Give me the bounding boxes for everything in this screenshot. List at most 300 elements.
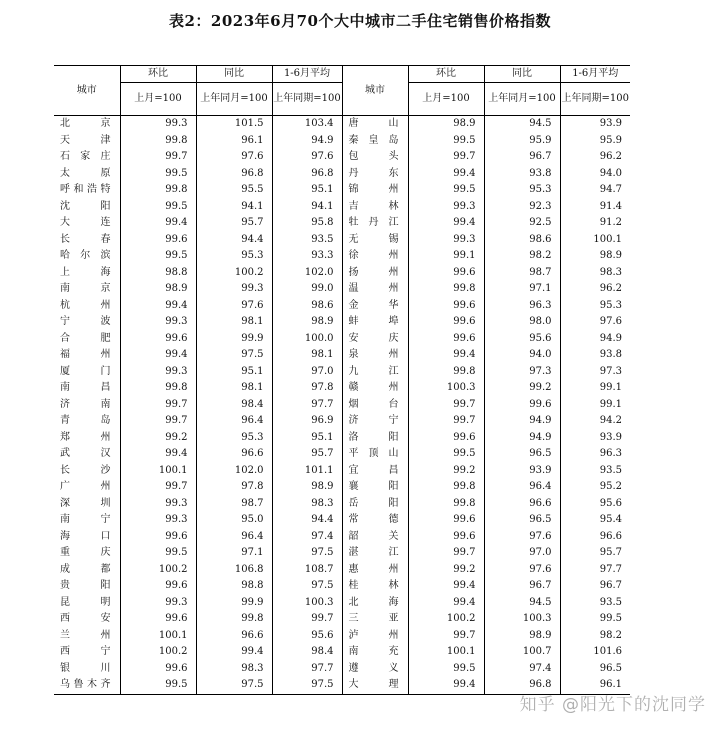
avg-cell-right: 94.7: [560, 182, 630, 199]
table-row: [54, 545, 630, 562]
city-cell-right: 三亚: [342, 611, 408, 628]
city-cell-left: 合肥: [60, 332, 111, 344]
mom-cell-left: 98.8: [120, 265, 196, 282]
mom-cell-left: 99.6: [120, 578, 196, 595]
city-cell-left: 深圳: [60, 497, 111, 509]
table-row: [54, 661, 630, 678]
yoy-cell-left: 98.8: [196, 578, 272, 595]
table-row: [54, 166, 630, 183]
mom-cell-right: 99.3: [408, 199, 484, 216]
avg-cell-right: 96.2: [560, 149, 630, 166]
mom-cell-right: 99.8: [408, 364, 484, 381]
mom-cell-left: 99.4: [120, 446, 196, 463]
city-cell-right: 岳阳: [342, 496, 408, 513]
mom-cell-left: 99.5: [120, 166, 196, 183]
avg-cell-right: 96.5: [560, 661, 630, 678]
yoy-cell-right: 94.5: [484, 116, 560, 133]
yoy-cell-right: 99.2: [484, 380, 560, 397]
table-row: [54, 397, 630, 414]
yoy-cell-right: 98.6: [484, 232, 560, 249]
city-cell-left: 银川: [60, 662, 111, 674]
table-row: [54, 512, 630, 529]
avg-cell-left: 98.3: [272, 496, 342, 513]
avg-cell-left: 93.3: [272, 248, 342, 265]
city-cell-left: 昆明: [60, 596, 111, 608]
avg-cell-right: 93.5: [560, 595, 630, 612]
mom-cell-left: 99.3: [120, 595, 196, 612]
avg-cell-left: 95.7: [272, 446, 342, 463]
avg-cell-right: 101.6: [560, 644, 630, 661]
table-body: [54, 116, 630, 695]
city-cell-left: 海口: [60, 530, 111, 542]
yoy-cell-left: 96.8: [196, 166, 272, 183]
mom-cell-right: 99.7: [408, 545, 484, 562]
mom-cell-left: 99.3: [120, 314, 196, 331]
mom-cell-left: 99.7: [120, 413, 196, 430]
city-cell-right: 金华: [342, 298, 408, 315]
city-cell-right: 常德: [342, 512, 408, 529]
table-row: [54, 199, 630, 216]
mom-cell-right: 99.7: [408, 149, 484, 166]
city-cell-left: 哈尔滨: [60, 250, 111, 261]
avg-cell-left: 98.1: [272, 347, 342, 364]
mom-cell-right: 99.7: [408, 628, 484, 645]
table-title: 表2：2023年6月70个大中城市二手住宅销售价格指数: [169, 12, 551, 30]
yoy-cell-left: 96.1: [196, 133, 272, 150]
yoy-cell-right: 93.9: [484, 463, 560, 480]
mom-cell-right: 99.6: [408, 331, 484, 348]
avg-cell-left: 98.4: [272, 644, 342, 661]
city-cell-left: 乌鲁木齐: [54, 677, 120, 694]
mom-cell-right: 99.6: [408, 512, 484, 529]
mom-cell-right: 99.6: [408, 430, 484, 447]
avg-cell-right: 95.2: [560, 479, 630, 496]
table-row: [54, 298, 630, 315]
yoy-cell-right: 97.6: [484, 529, 560, 546]
mom-cell-right: 99.5: [408, 133, 484, 150]
city-cell-left: 长春: [60, 233, 111, 245]
mom-cell-left: 99.8: [120, 182, 196, 199]
avg-cell-right: 93.9: [560, 430, 630, 447]
avg-cell-left: 97.6: [272, 149, 342, 166]
table-row: [54, 149, 630, 166]
city-cell-right: 包头: [342, 149, 408, 166]
city-cell-right: 温州: [342, 281, 408, 298]
avg-cell-left: 95.1: [272, 430, 342, 447]
mom-cell-left: 100.2: [120, 644, 196, 661]
price-index-table: [54, 65, 630, 695]
yoy-cell-left: 98.1: [196, 380, 272, 397]
avg-cell-left: 97.7: [272, 397, 342, 414]
mom-cell-right: 99.5: [408, 182, 484, 199]
city-cell-right: 泉州: [342, 347, 408, 364]
yoy-cell-right: 96.7: [484, 149, 560, 166]
table-row: [54, 347, 630, 364]
yoy-cell-right: 97.1: [484, 281, 560, 298]
avg-cell-right: 95.7: [560, 545, 630, 562]
mom-cell-left: 100.1: [120, 463, 196, 480]
avg-cell-right: 99.5: [560, 611, 630, 628]
city-cell-left: 重庆: [60, 547, 111, 558]
yoy-cell-left: 100.2: [196, 265, 272, 282]
city-cell-right: 北海: [342, 595, 408, 612]
city-header: 城市: [54, 66, 120, 116]
mom-cell-right: 99.8: [408, 479, 484, 496]
avg-cell-left: 97.4: [272, 529, 342, 546]
yoy-cell-left: 97.5: [196, 677, 272, 694]
city-cell-right: 九江: [342, 364, 408, 381]
table-header: [54, 66, 630, 116]
yoy-cell-right: 95.6: [484, 331, 560, 348]
mom-header: 环比: [120, 66, 196, 83]
mom-cell-left: 99.8: [120, 380, 196, 397]
avg-cell-left: 97.5: [272, 677, 342, 694]
yoy-cell-right: 96.5: [484, 512, 560, 529]
city-cell-left: 北京: [60, 118, 111, 129]
yoy-cell-left: 94.4: [196, 232, 272, 249]
yoy-cell-right: 98.7: [484, 265, 560, 282]
city-cell-right: 南充: [342, 644, 408, 661]
mom-header: 环比: [408, 66, 484, 83]
city-cell-left: 郑州: [60, 431, 111, 443]
avg-cell-left: 97.5: [272, 578, 342, 595]
yoy-cell-right: 99.6: [484, 397, 560, 414]
yoy-cell-left: 95.3: [196, 430, 272, 447]
table-row: [54, 265, 630, 282]
yoy-cell-right: 93.8: [484, 166, 560, 183]
city-cell-right: 泸州: [342, 628, 408, 645]
city-cell-right: 徐州: [342, 248, 408, 265]
mom-cell-left: 100.1: [120, 628, 196, 645]
avg-cell-left: 99.0: [272, 281, 342, 298]
yoy-cell-left: 101.5: [196, 116, 272, 133]
mom-cell-left: 99.7: [120, 397, 196, 414]
mom-cell-left: 99.6: [120, 611, 196, 628]
mom-cell-left: 98.9: [120, 281, 196, 298]
city-cell-right: 锦州: [342, 182, 408, 199]
table-row: [54, 578, 630, 595]
avg-cell-left: 95.8: [272, 215, 342, 232]
table-row: [54, 413, 630, 430]
city-cell-left: 南昌: [60, 382, 111, 393]
table-row: [54, 463, 630, 480]
yoy-cell-left: 97.8: [196, 479, 272, 496]
avg-cell-right: 95.6: [560, 496, 630, 513]
city-cell-left: 西宁: [60, 646, 111, 657]
avg-header: 1-6月平均: [560, 66, 630, 83]
avg-cell-right: 99.1: [560, 380, 630, 397]
avg-cell-left: 100.0: [272, 331, 342, 348]
yoy-cell-left: 98.3: [196, 661, 272, 678]
table-row: [54, 611, 630, 628]
city-cell-left: 沈阳: [60, 200, 111, 212]
mom-cell-left: 99.6: [120, 232, 196, 249]
yoy-cell-left: 97.5: [196, 347, 272, 364]
city-cell-right: 襄阳: [342, 479, 408, 496]
table-row: [54, 281, 630, 298]
avg-cell-left: 97.0: [272, 364, 342, 381]
avg-cell-right: 95.9: [560, 133, 630, 150]
avg-cell-left: 96.9: [272, 413, 342, 430]
mom-cell-left: 99.2: [120, 430, 196, 447]
avg-cell-left: 98.9: [272, 314, 342, 331]
table-row: [54, 133, 630, 150]
mom-cell-left: 99.7: [120, 479, 196, 496]
mom-base-header: 上月=100: [408, 83, 484, 116]
city-cell-right: 秦皇岛: [342, 133, 408, 150]
yoy-cell-left: 96.4: [196, 413, 272, 430]
avg-cell-left: 103.4: [272, 116, 342, 133]
avg-cell-right: 100.1: [560, 232, 630, 249]
city-cell-left: 宁波: [60, 316, 111, 327]
table-row: [54, 430, 630, 447]
city-cell-right: 宜昌: [342, 463, 408, 480]
mom-cell-right: 99.6: [408, 265, 484, 282]
avg-cell-left: 108.7: [272, 562, 342, 579]
mom-cell-left: 99.5: [120, 677, 196, 694]
mom-cell-left: 99.6: [120, 331, 196, 348]
avg-cell-right: 98.3: [560, 265, 630, 282]
mom-cell-left: 99.5: [120, 248, 196, 265]
city-cell-left: 西安: [60, 613, 111, 624]
mom-cell-right: 99.5: [408, 446, 484, 463]
avg-cell-right: 97.3: [560, 364, 630, 381]
city-cell-right: 扬州: [342, 265, 408, 282]
yoy-cell-left: 95.5: [196, 182, 272, 199]
mom-cell-right: 99.2: [408, 562, 484, 579]
yoy-cell-right: 96.6: [484, 496, 560, 513]
city-cell-right: 桂林: [342, 578, 408, 595]
avg-cell-right: 96.1: [560, 677, 630, 694]
avg-cell-right: 93.5: [560, 463, 630, 480]
table-row: [54, 496, 630, 513]
avg-cell-right: 93.8: [560, 347, 630, 364]
mom-cell-right: 99.2: [408, 463, 484, 480]
yoy-cell-left: 97.6: [196, 298, 272, 315]
mom-cell-left: 100.2: [120, 562, 196, 579]
avg-cell-left: 97.7: [272, 661, 342, 678]
city-cell-left: 呼和浩特: [60, 184, 111, 195]
avg-base-header: 上年同期=100: [272, 83, 342, 116]
city-cell-left: 南宁: [60, 514, 111, 525]
avg-cell-right: 99.1: [560, 397, 630, 414]
city-cell-right: 烟台: [342, 397, 408, 414]
yoy-cell-left: 106.8: [196, 562, 272, 579]
table-row: [54, 562, 630, 579]
table-row: [54, 595, 630, 612]
city-cell-left: 大连: [60, 217, 111, 228]
yoy-cell-left: 96.6: [196, 628, 272, 645]
mom-cell-left: 99.3: [120, 512, 196, 529]
city-cell-left: 广州: [60, 481, 111, 492]
yoy-header: 同比: [196, 66, 272, 83]
city-cell-right: 湛江: [342, 545, 408, 562]
yoy-cell-left: 99.3: [196, 281, 272, 298]
avg-cell-right: 96.2: [560, 281, 630, 298]
city-cell-right: 韶关: [342, 529, 408, 546]
avg-cell-left: 94.9: [272, 133, 342, 150]
yoy-cell-right: 96.7: [484, 578, 560, 595]
avg-cell-left: 94.1: [272, 199, 342, 216]
avg-cell-right: 94.9: [560, 331, 630, 348]
city-cell-left: 福州: [60, 349, 111, 360]
mom-cell-left: 99.6: [120, 661, 196, 678]
yoy-cell-right: 96.4: [484, 479, 560, 496]
avg-cell-right: 97.7: [560, 562, 630, 579]
mom-cell-right: 99.6: [408, 529, 484, 546]
avg-cell-right: 96.7: [560, 578, 630, 595]
yoy-cell-left: 96.4: [196, 529, 272, 546]
yoy-cell-left: 99.9: [196, 331, 272, 348]
mom-cell-left: 99.7: [120, 149, 196, 166]
yoy-cell-right: 100.3: [484, 611, 560, 628]
mom-cell-right: 99.7: [408, 413, 484, 430]
avg-base-header: 上年同期=100: [560, 83, 630, 116]
avg-cell-right: 95.4: [560, 512, 630, 529]
avg-cell-right: 93.9: [560, 116, 630, 133]
city-header: 城市: [342, 66, 408, 116]
avg-cell-right: 94.0: [560, 166, 630, 183]
yoy-cell-right: 94.9: [484, 430, 560, 447]
yoy-cell-left: 95.3: [196, 248, 272, 265]
yoy-cell-left: 95.0: [196, 512, 272, 529]
yoy-cell-left: 95.1: [196, 364, 272, 381]
yoy-cell-left: 98.7: [196, 496, 272, 513]
yoy-cell-right: 95.3: [484, 182, 560, 199]
city-cell-left: 杭州: [60, 299, 111, 311]
yoy-cell-right: 94.5: [484, 595, 560, 612]
city-cell-left: 厦门: [60, 365, 111, 377]
avg-cell-left: 98.9: [272, 479, 342, 496]
yoy-cell-left: 99.9: [196, 595, 272, 612]
city-cell-left: 石家庄: [60, 151, 111, 162]
yoy-cell-right: 95.9: [484, 133, 560, 150]
mom-cell-left: 99.3: [120, 364, 196, 381]
yoy-cell-right: 96.8: [484, 677, 560, 694]
avg-cell-right: 96.6: [560, 529, 630, 546]
mom-cell-right: 99.8: [408, 281, 484, 298]
city-cell-right: 安庆: [342, 331, 408, 348]
avg-cell-right: 94.2: [560, 413, 630, 430]
yoy-cell-right: 96.5: [484, 446, 560, 463]
mom-cell-left: 99.3: [120, 496, 196, 513]
yoy-cell-left: 98.4: [196, 397, 272, 414]
mom-cell-right: 99.4: [408, 595, 484, 612]
avg-cell-right: 98.2: [560, 628, 630, 645]
avg-cell-left: 98.6: [272, 298, 342, 315]
yoy-cell-left: 98.1: [196, 314, 272, 331]
city-cell-right: 唐山: [342, 116, 408, 133]
yoy-cell-right: 97.4: [484, 661, 560, 678]
avg-cell-left: 100.3: [272, 595, 342, 612]
mom-cell-right: 100.1: [408, 644, 484, 661]
yoy-cell-right: 100.7: [484, 644, 560, 661]
yoy-base-header: 上年同月=100: [484, 83, 560, 116]
yoy-header: 同比: [484, 66, 560, 83]
mom-cell-right: 99.4: [408, 578, 484, 595]
yoy-cell-right: 97.6: [484, 562, 560, 579]
yoy-cell-right: 96.3: [484, 298, 560, 315]
yoy-cell-left: 94.1: [196, 199, 272, 216]
city-cell-right: 吉林: [342, 199, 408, 216]
yoy-cell-left: 97.1: [196, 545, 272, 562]
city-cell-left: 成都: [60, 563, 111, 575]
table-row: [54, 446, 630, 463]
mom-cell-right: 99.4: [408, 166, 484, 183]
mom-cell-right: 99.6: [408, 298, 484, 315]
table-row: [54, 314, 630, 331]
mom-cell-right: 100.2: [408, 611, 484, 628]
mom-cell-right: 98.9: [408, 116, 484, 133]
mom-cell-left: 99.4: [120, 298, 196, 315]
city-cell-left: 青岛: [60, 415, 111, 426]
table-row: [54, 380, 630, 397]
avg-cell-left: 95.1: [272, 182, 342, 199]
table-row: [54, 628, 630, 645]
mom-cell-left: 99.5: [120, 199, 196, 216]
yoy-cell-right: 92.5: [484, 215, 560, 232]
city-cell-left: 武汉: [60, 448, 111, 459]
mom-cell-right: 99.4: [408, 347, 484, 364]
table-row: [54, 232, 630, 249]
mom-cell-right: 100.3: [408, 380, 484, 397]
avg-cell-left: 94.4: [272, 512, 342, 529]
city-cell-right: 牡丹江: [342, 215, 408, 232]
avg-cell-right: 96.3: [560, 446, 630, 463]
yoy-cell-left: 96.6: [196, 446, 272, 463]
table-row: [54, 364, 630, 381]
table-row: [54, 182, 630, 199]
table-row: [54, 248, 630, 265]
table-row: [54, 479, 630, 496]
mom-cell-left: 99.5: [120, 545, 196, 562]
yoy-cell-left: 99.4: [196, 644, 272, 661]
mom-cell-right: 99.8: [408, 496, 484, 513]
mom-cell-right: 99.1: [408, 248, 484, 265]
mom-cell-right: 99.4: [408, 215, 484, 232]
city-cell-left: 上海: [60, 266, 111, 278]
table-row: [54, 644, 630, 661]
avg-cell-right: 91.4: [560, 199, 630, 216]
mom-cell-right: 99.4: [408, 677, 484, 694]
mom-cell-right: 99.7: [408, 397, 484, 414]
mom-cell-right: 99.5: [408, 661, 484, 678]
avg-cell-left: 96.8: [272, 166, 342, 183]
mom-cell-left: 99.3: [120, 116, 196, 133]
mom-cell-right: 99.3: [408, 232, 484, 249]
city-cell-right: 济宁: [342, 413, 408, 430]
mom-cell-left: 99.4: [120, 347, 196, 364]
city-cell-right: 赣州: [342, 380, 408, 397]
avg-cell-right: 97.6: [560, 314, 630, 331]
avg-cell-left: 101.1: [272, 463, 342, 480]
city-cell-left: 长沙: [60, 464, 111, 476]
city-cell-right: 惠州: [342, 562, 408, 579]
yoy-cell-right: 94.0: [484, 347, 560, 364]
city-cell-left: 天津: [60, 134, 111, 146]
table-row: [54, 331, 630, 348]
mom-cell-left: 99.6: [120, 529, 196, 546]
avg-cell-left: 99.7: [272, 611, 342, 628]
mom-cell-left: 99.4: [120, 215, 196, 232]
yoy-cell-left: 97.6: [196, 149, 272, 166]
avg-cell-left: 97.5: [272, 545, 342, 562]
city-cell-left: 兰州: [60, 629, 111, 641]
avg-header: 1-6月平均: [272, 66, 342, 83]
yoy-cell-right: 98.0: [484, 314, 560, 331]
city-cell-right: 无锡: [342, 232, 408, 249]
yoy-cell-right: 97.0: [484, 545, 560, 562]
